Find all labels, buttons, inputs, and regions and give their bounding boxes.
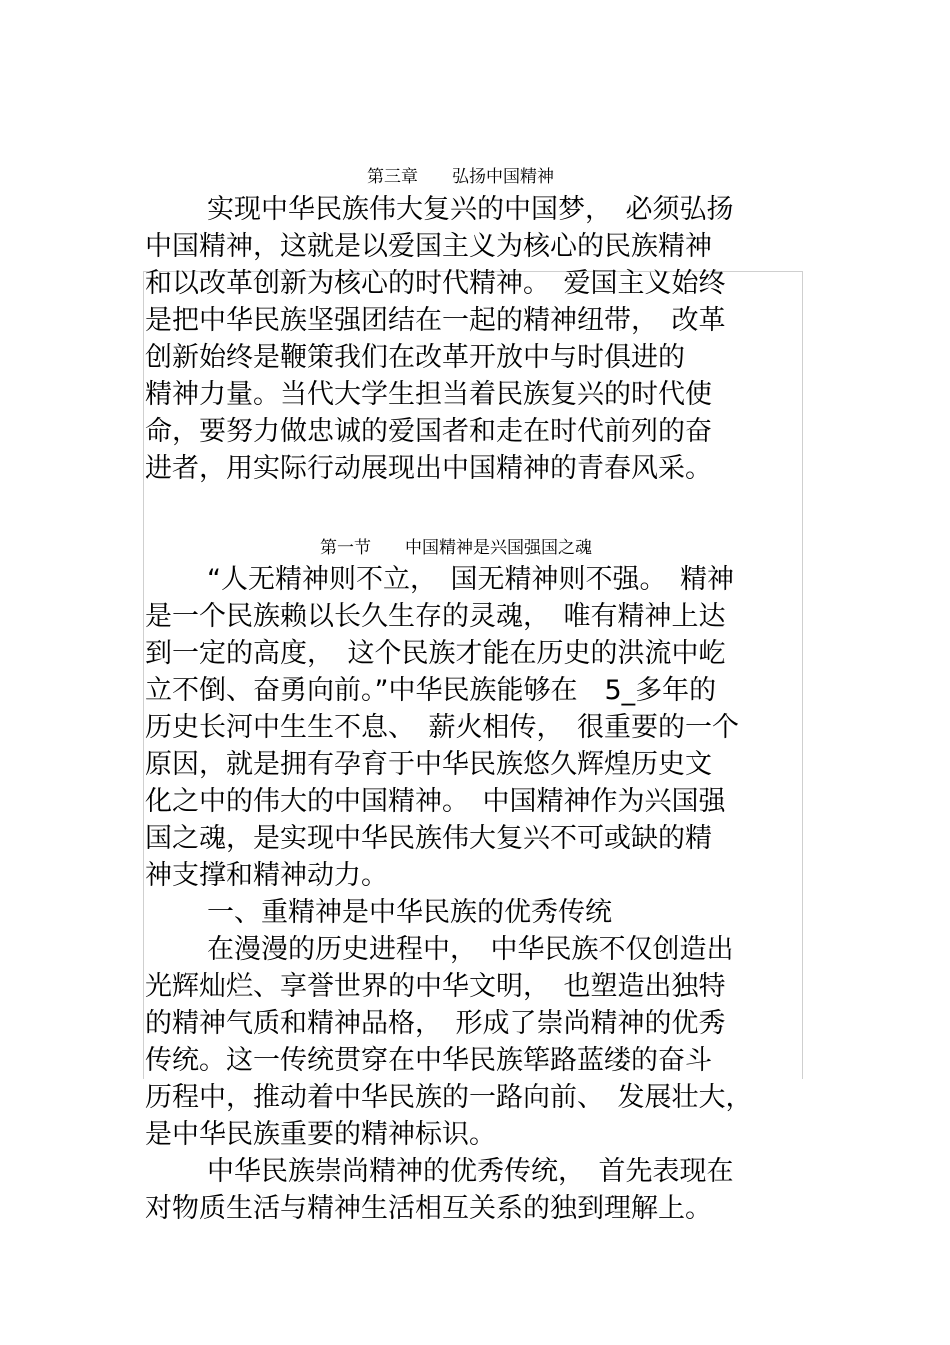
text-line: 是一个民族赖以长久生存的灵魂， 唯有精神上达 (145, 601, 726, 632)
text-line: 历史长河中生生不息、 薪火相传， 很重要的一个 (145, 712, 739, 743)
text-line: 的精神气质和精神品格， 形成了崇尚精神的优秀 (145, 1008, 726, 1039)
text-line: 对物质生活与精神生活相互关系的独到理解上。 (145, 1193, 712, 1224)
text-line: 传统。这一传统贯穿在中华民族筚路蓝缕的奋斗 (145, 1045, 712, 1076)
text-line: 进者，用实际行动展现出中国精神的青春风采。 (145, 453, 712, 484)
text-line: 是中华民族重要的精神标识。 (145, 1119, 496, 1150)
text-line: 中国精神，这就是以爱国主义为核心的民族精神 (145, 231, 712, 262)
text-line: 创新始终是鞭策我们在改革开放中与时俱进的 (145, 342, 685, 373)
chapter-heading: 第三章 弘扬中国精神 (367, 167, 554, 187)
text-line: 神支撑和精神动力。 (145, 860, 388, 891)
text-line: 实现中华民族伟大复兴的中国梦， 必须弘扬 (207, 194, 734, 225)
text-line: 立不倒、奋勇向前。”中华民族能够在 5_多年的 (145, 675, 717, 706)
text-line: “人无精神则不立， 国无精神则不强。 精神 (207, 564, 734, 595)
text-line: 精神力量。当代大学生担当着民族复兴的时代使 (145, 379, 712, 410)
text-line: 和以改革创新为核心的时代精神。 爱国主义始终 (145, 268, 726, 299)
text-line: 到一定的高度， 这个民族才能在历史的洪流中屹 (145, 638, 726, 669)
text-line: 原因，就是拥有孕育于中华民族悠久辉煌历史文 (145, 749, 712, 780)
text-line: 命，要努力做忠诚的爱国者和走在时代前列的奋 (145, 416, 712, 447)
text-line: 历程中，推动着中华民族的一路向前、 发展壮大， (145, 1082, 753, 1113)
subsection-heading: 一、重精神是中华民族的优秀传统 (207, 897, 612, 928)
text-line: 在漫漫的历史进程中， 中华民族不仅创造出 (207, 934, 734, 965)
text-line: 是把中华民族坚强团结在一起的精神纽带， 改革 (145, 305, 726, 336)
text-line: 化之中的伟大的中国精神。 中国精神作为兴国强 (145, 786, 726, 817)
text-line: 中华民族崇尚精神的优秀传统， 首先表现在 (207, 1156, 734, 1187)
frame-right-line (802, 271, 803, 1079)
section-heading: 第一节 中国精神是兴国强国之魂 (320, 538, 592, 558)
frame-left-line (143, 271, 144, 1079)
text-line: 光辉灿烂、享誉世界的中华文明， 也塑造出独特 (145, 971, 726, 1002)
text-line: 国之魂，是实现中华民族伟大复兴不可或缺的精 (145, 823, 712, 854)
